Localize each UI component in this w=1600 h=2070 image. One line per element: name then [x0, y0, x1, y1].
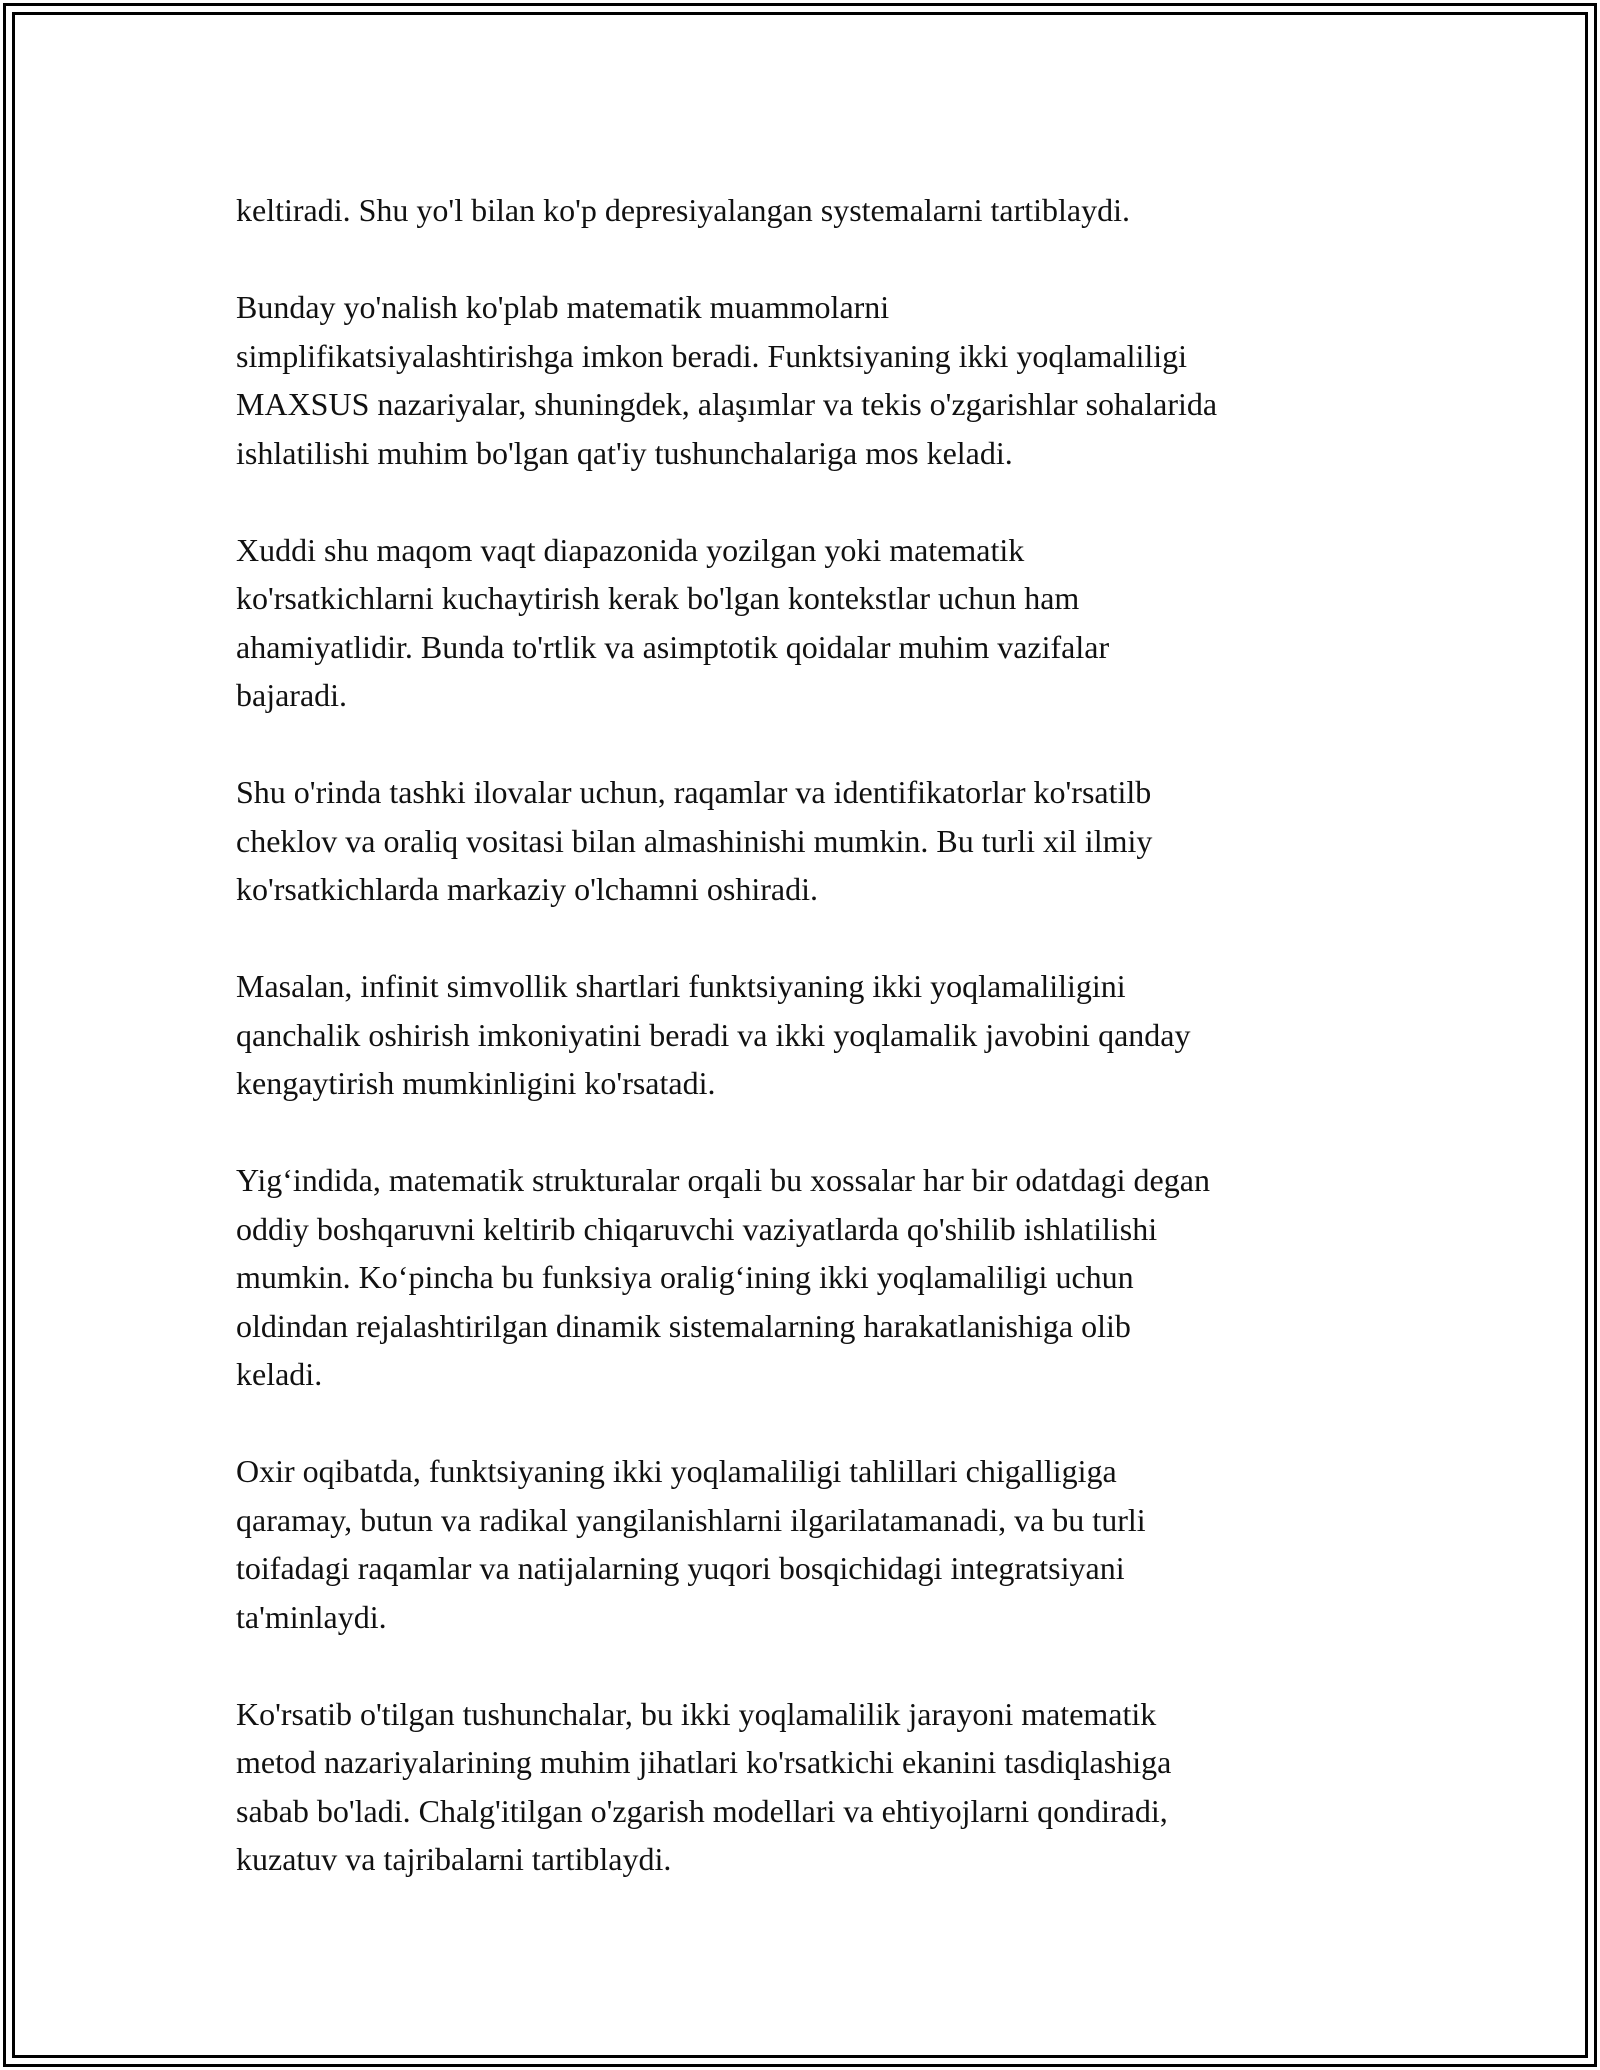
- text-line: bajaradi.: [236, 677, 348, 713]
- paragraph: [236, 1156, 1386, 1399]
- text-line: sabab bo'ladi. Chalg'itilgan o'zgarish modellari va ehtiyojlarni qondiradi,: [236, 1792, 1168, 1829]
- text-line: ahamiyatlidir. Bunda to'rtlik va asimptotik qoidalar muhim vazifalar: [236, 628, 1110, 665]
- text-line: oddiy boshqaruvni keltirib chiqaruvchi vaziyatlarda qo'shilib ishlatilishi: [236, 1210, 1158, 1247]
- text-line: cheklov va oraliq vositasi bilan almashinishi mumkin. Bu turli xil ilmiy: [236, 822, 1153, 859]
- text-line: qanchalik oshirish imkoniyatini beradi va ikki yoqlamalik javobini qanday: [236, 1016, 1191, 1053]
- text-line: Ko'rsatib o'tilgan tushunchalar, bu ikki yoqlamalilik jarayoni matematik: [236, 1695, 1157, 1732]
- text-line: kuzatuv va tajribalarni tartiblaydi.: [236, 1841, 672, 1877]
- paragraph: [236, 768, 1386, 914]
- text-line: simplifikatsiyalashtirishga imkon beradi. Funktsiyaning ikki yoqlamaliligi: [236, 337, 1188, 374]
- text-line: Oxir oqibatda, funktsiyaning ikki yoqlamaliligi tahlillari chigalligiga: [236, 1453, 1117, 1489]
- paragraph: [236, 283, 1386, 477]
- paragraph: [236, 1690, 1386, 1884]
- text-line: Masalan, infinit simvollik shartlari funktsiyaning ikki yoqlamaliligini: [236, 968, 1126, 1004]
- text-line: oldindan rejalashtirilgan dinamik sistemalarning harakatlanishiga olib: [236, 1307, 1131, 1344]
- text-line: kengaytirish mumkinligini ko'rsatadi.: [236, 1065, 716, 1101]
- text-line: qaramay, butun va radikal yangilanishlarni ilgarilatamanadi, va bu turli: [236, 1501, 1146, 1538]
- paragraph: [236, 1447, 1386, 1641]
- paragraph: [236, 526, 1386, 720]
- text-line: Yig‘indida, matematik strukturalar orqali bu xossalar har bir odatdagi degan: [236, 1162, 1210, 1198]
- document-body: [236, 186, 1386, 1932]
- text-line: MAXSUS nazariyalar, shuningdek, alaşımlar va tekis o'zgarishlar sohalarida: [236, 386, 1218, 422]
- text-line: Shu o'rinda tashki ilovalar uchun, raqamlar va identifikatorlar ko'rsatilb: [236, 774, 1152, 810]
- text-line: mumkin. Ko‘pincha bu funksiya oralig‘ining ikki yoqlamaliligi uchun: [236, 1259, 1134, 1295]
- text-line: ko'rsatkichlarni kuchaytirish kerak bo'lgan kontekstlar uchun ham: [236, 580, 1080, 616]
- paragraph: [236, 962, 1386, 1108]
- text-line: keltiradi. Shu yo'l bilan ko'p depresiyalangan systemalarni tartiblaydi.: [236, 192, 1130, 228]
- text-line: ko'rsatkichlarda markaziy o'lchamni oshiradi.: [236, 871, 818, 907]
- text-line: keladi.: [236, 1356, 323, 1392]
- text-line: toifadagi raqamlar va natijalarning yuqori bosqichidagi integratsiyani: [236, 1550, 1125, 1586]
- text-line: Xuddi shu maqom vaqt diapazonida yozilgan yoki matematik: [236, 531, 1025, 568]
- paragraph: [236, 186, 1386, 235]
- text-line: ishlatilishi muhim bo'lgan qat'iy tushunchalariga mos keladi.: [236, 434, 1013, 471]
- text-line: metod nazariyalarining muhim jihatlari ko'rsatkichi ekanini tasdiqlashiga: [236, 1744, 1172, 1780]
- text-line: Bunday yo'nalish ko'plab matematik muammolarni: [236, 289, 890, 325]
- text-line: ta'minlaydi.: [236, 1598, 387, 1635]
